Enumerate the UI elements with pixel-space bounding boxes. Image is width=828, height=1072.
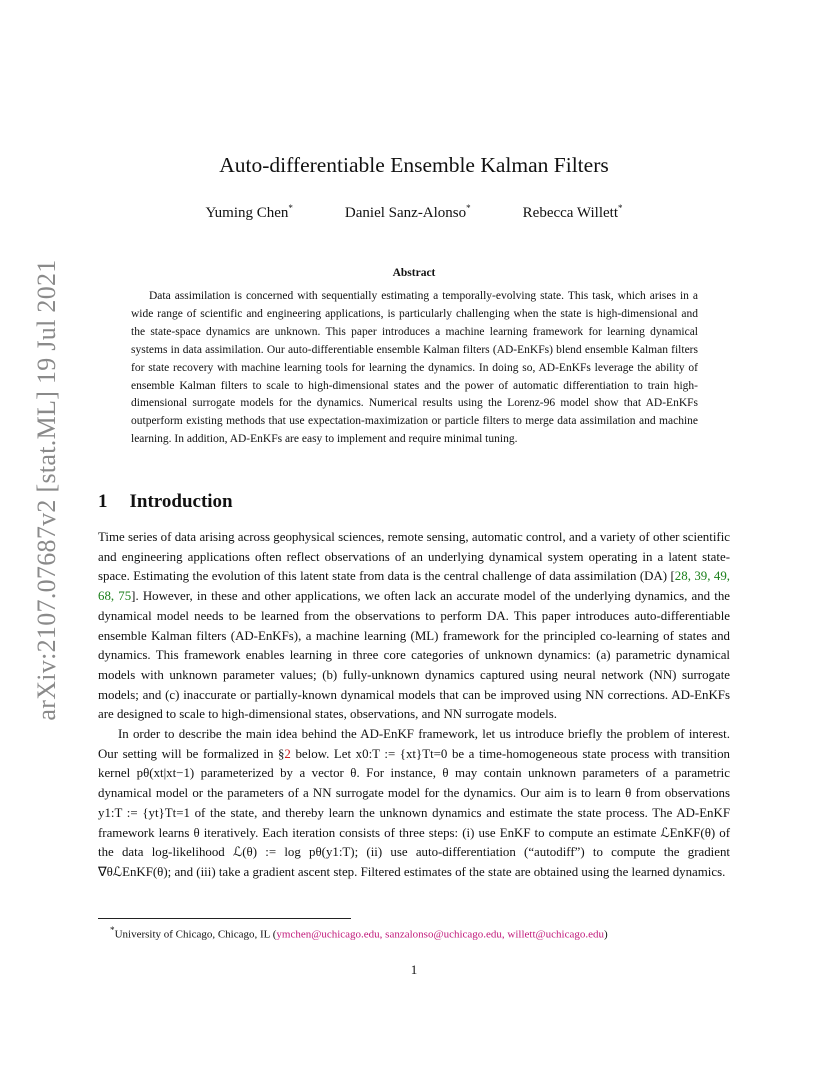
section-heading <box>98 491 233 513</box>
author: Daniel Sanz-Alonso* <box>344 203 471 221</box>
arxiv-id: arXiv:2107.07687v2 [stat.ML] 19 Jul 2021 <box>32 259 61 721</box>
email-links[interactable]: ymchen@uchicago.edu, sanzalonso@uchicago.edu, willett@uchicago.edu <box>276 928 604 941</box>
author-list <box>0 203 828 222</box>
paragraph: Time series of data arising across geophysical sciences, remote sensing, automatic control, and a variety of other scientific and engineering applications often reflect observations of an underlying dynamical system operating in a latent state-space. Estimating the evolution of this latent state from data is the central challenge of data assimilation (DA) [28, 39, 49, 68, 75]. However, in these and other applications, we often lack an accurate model of the underlying dynamics, and the dynamical model needs to be learned from the observations to perform DA. This paper introduces auto-differentiable ensemble Kalman filters (AD-EnKFs), a machine learning (ML) framework for the principled co-learning of states and dynamics. This framework enables learning in three core categories of unknown dynamics: (a) parametric dynamical models with unknown parameter values; (b) fully-unknown dynamics captured using neural network (NN) surrogate models; and (c) inaccurate or partially-known dynamical models that can be improved using NN corrections. AD-EnKFs are designed to scale to high-dimensional states, observations, and NN surrogate models. <box>98 530 730 722</box>
footnote: *University of Chicago, Chicago, IL (ymchen@uchicago.edu, sanzalonso@uchicago.edu, willett@uchicago.edu) <box>110 925 608 941</box>
introduction-body <box>98 528 730 883</box>
section-ref-link[interactable]: 2 <box>284 746 291 761</box>
section-number: 1 <box>98 491 108 512</box>
abstract-text: Data assimilation is concerned with sequentially estimating a temporally-evolving state. This task, which arises in a wide range of scientific and engineering applications, is particularly challenging when the state is high-dimensional and the state-space dynamics are unknown. This paper introduces a machine learning framework for learning dynamical systems in data assimilation. Our auto-differentiable ensemble Kalman filters (AD-EnKFs) blend ensemble Kalman filters for state recovery with machine learning tools for learning the dynamics. In doing so, AD-EnKFs leverage the ability of ensemble Kalman filters to scale to high-dimensional states and the power of automatic differentiation to train high-dimensional surrogate models for the dynamics. Numerical results using the Lorenz-96 model show that AD-EnKFs outperform existing methods that use expectation-maximization or particle filters to merge data assimilation and machine learning. In addition, AD-EnKFs are easy to implement and require minimal tuning. <box>131 290 698 446</box>
paper-title: Auto-differentiable Ensemble Kalman Filters <box>219 153 609 177</box>
paragraph: In order to describe the main idea behind the AD-EnKF framework, let us introduce briefly the problem of interest. Our setting will be formalized in §2 below. Let x0:T := {xt}Tt=0 be a time-homogeneous state process with transition kernel pθ(xt|xt−1) parameterized by a vector θ. For instance, θ may contain unknown parameters of a parametric dynamical model or the parameters of a NN surrogate model for the dynamics. Our aim is to learn θ from observations y1:T := {yt}Tt=1 of the state, and thereby learn the unknown dynamics and estimate the state process. The AD-EnKF framework learns θ iteratively. Each iteration consists of three steps: (i) use EnKF to compute an estimate ℒEnKF(θ) of the data log-likelihood ℒ(θ) := log pθ(y1:T); (ii) use auto-differentiation (“autodiff”) to compute the gradient ∇θℒEnKF(θ); and (iii) take a gradient ascent step. Filtered estimates of the state are obtained using the learned dynamics. <box>98 727 730 879</box>
author: Yuming Chen* <box>205 203 293 221</box>
section-title: Introduction <box>129 491 233 512</box>
abstract-heading: Abstract <box>392 267 436 279</box>
author: Rebecca Willett* <box>522 203 623 221</box>
citation-link[interactable]: 28, 39, 49, 68, 75 <box>98 569 730 604</box>
page-number: 1 <box>410 962 418 977</box>
footnote-rule <box>98 918 351 919</box>
